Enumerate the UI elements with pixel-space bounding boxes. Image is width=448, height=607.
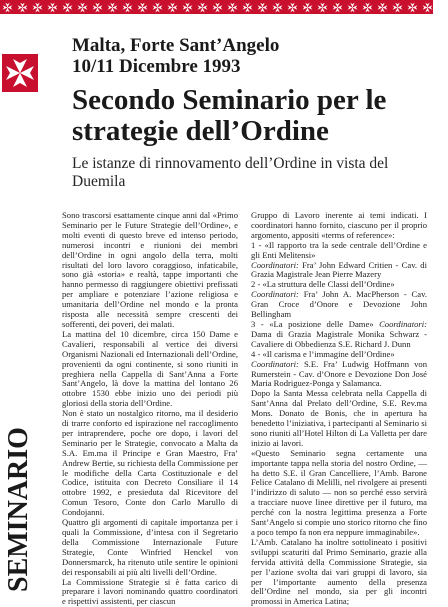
maltese-cross-icon	[257, 2, 268, 13]
maltese-cross-icon	[32, 2, 43, 13]
paragraph: La mattina del 10 dicembre, circa 150 Dame e Cavalieri, responsabili al vertice dei diversi Organismi Nazionali ed Internazionali dell’Ordine, provenienti da ogni continente, si sono riuniti in preghiera nella Cappella di Sant’Anna a Forte Sant’Angelo, là dove la mattina del lontano 26 ottobre 1530 ebbe inizio uno dei periodi più gloriosi della storia dell’Ordine.	[62, 328, 238, 409]
working-group-title: 4 - «Il carisma e l’immagine dell’Ordine»	[251, 348, 395, 359]
working-group-coordinators	[251, 360, 427, 390]
maltese-cross-icon	[362, 2, 373, 13]
cross-pattern-row	[0, 2, 448, 13]
maltese-cross-icon	[197, 2, 208, 13]
coordinator-label: Coordinatori:	[379, 318, 427, 329]
working-group-title	[251, 320, 427, 350]
paragraph: L’Amb. Catalano ha inoltre sottolineato i positivi sviluppi scaturiti dal Primo Seminario, grazie alla fervida attività della Commissione Strategie, sia per l’azione svolta dai vari gruppi di lavoro, sia per l’importante aumento della presenza dell’Ordine nel mondo, sia per gli incontri promossi in America Latina;	[251, 536, 427, 607]
working-group-coordinators	[251, 290, 427, 320]
article-headline	[72, 85, 422, 147]
maltese-cross-icon	[227, 2, 238, 13]
side-section-label: SEMINARIO	[3, 427, 34, 592]
working-group-title: 1 - «Il rapporto tra la sede centrale dell’Ordine e gli Enti Melitensi»	[251, 239, 427, 260]
maltese-cross-icon	[167, 2, 178, 13]
maltese-cross-icon	[182, 2, 193, 13]
coordinator-names: S.E. Fra’ Ludwig Hoffmann von Rumerstein - Cav. d’Onore e Devozione Don José Maria Rodriguez-Ponga y Salamanca.	[251, 358, 427, 389]
paragraph: Sono trascorsi esattamente cinque anni dal «Primo Seminario per le Future Strategie dell’Ordine», e molti eventi di questo breve ed intenso periodo, numerosi incontri e riunioni dei membri dell’Ordine in ogni angolo della terra, molti risultati del loro lavoro coraggioso, infaticabile, sono già «storia» e realtà, tappe importanti che hanno permesso di raggiungere obiettivi prefissati per ampliare e potenziare l’azione religiosa e umanitaria dell’Ordine nel mondo e la pronta risposta alle necessità sempre crescenti dei sofferenti, dei poveri, dei malati.	[62, 210, 238, 329]
maltese-cross-icon	[332, 2, 343, 13]
paragraph: Dopo la Santa Messa celebrata nella Cappella di Sant’Anna dal Prelato dell’Ordine, S.E. Rev.ma Mons. Donato de Bonis, che in apertura ha benedetto l’iniziativa, i partecipanti al Seminario si sono riuniti all’Hotel Hilton di La Valletta per dare inizio ai lavori.	[251, 388, 427, 448]
working-group-coordinators	[251, 261, 427, 281]
maltese-cross-icon	[287, 2, 298, 13]
coordinator-label: Coordinatori:	[251, 358, 299, 369]
article-subheadline: Le istanze di rinnovamento dell’Ordine in vista del Duemila	[72, 155, 389, 190]
coordinator-label: Coordinatori:	[251, 289, 299, 300]
maltese-cross-icon	[122, 2, 133, 13]
paragraph: Quattro gli argomenti di capitale importanza per i quali la Commissione, d’intesa con il Segretario della Commissione Internazionale Future Strategie, Conte Winfried Henckel von Donnersmarck, ha ritenuto utile sentire le opinioni dei responsabili ai più alti livelli dell’Ordine.	[62, 517, 238, 577]
maltese-cross-icon	[17, 2, 28, 13]
coordinator-names: Fra’ John Edward Critien - Cav. di Grazia Magistrale Jean Pierre Mazery	[251, 259, 427, 280]
maltese-cross-icon	[2, 2, 13, 13]
maltese-cross-icon	[47, 2, 58, 13]
maltese-cross-icon	[302, 2, 313, 13]
maltese-cross-icon	[407, 2, 418, 13]
paragraph: Gruppo di Lavoro inerente ai temi indicati. I coordinatori hanno fornito, ciascuno per il proprio argomento, appositi «terms of reference»:	[251, 210, 427, 240]
paragraph: Non è stato un nostalgico ritorno, ma il desiderio di trarre conforto ed ispirazione nel raccoglimento per intraprendere, poche ore dopo, i lavori del Seminario per le Strategie, convocato a Malta da S.A. Em.ma il Principe e Gran Maestro, Fra’ Andrew Bertie, su richiesta della Commissione per le modifiche della Carta Costituzionale e del Codice, istituita con Decreto Consiliare il 14 ottobre 1992, e presieduta dal Ricevitore del Comun Tesoro, Conte don Carlo Marullo di Condojanni.	[62, 408, 238, 518]
maltese-cross-icon	[377, 2, 388, 13]
maltese-cross-icon	[392, 2, 403, 13]
article-column-right	[251, 210, 427, 607]
maltese-cross-icon	[317, 2, 328, 13]
paragraph: «Questo Seminario segna certamente una importante tappa nella storia del nostro Ordine, — ha detto S.E. il Gran Cancelliere, l’Amb. Barone Felice Catalano di Melilli, nel rivolgere ai presenti l’indirizzo di saluto — non so perché esso servirà a tracciare nuove linee direttive per il futuro, ma perché con la nostra legittima presenza a Forte Sant’Angelo si compie uno storico ritorno che fino a poco tempo fa non era neppure immaginabile».	[251, 447, 427, 537]
maltese-cross-icon	[107, 2, 118, 13]
maltese-cross-icon	[212, 2, 223, 13]
dateline-dates: 10/11 Dicembre 1993	[72, 56, 241, 77]
headline-line-1: Secondo Seminario per le	[72, 84, 387, 116]
maltese-cross-icon	[92, 2, 103, 13]
coordinator-names: Fra’ John A. MacPherson - Cav. Gran Croce d’Onore e Devozione John Bellingham	[251, 289, 427, 320]
dateline	[72, 35, 412, 77]
coordinator-label: Coordinatori:	[251, 259, 299, 270]
working-group-title: 2 - «La struttura delle Classi dell’Ordine»	[251, 279, 395, 290]
maltese-cross-icon	[137, 2, 148, 13]
maltese-cross-icon	[242, 2, 253, 13]
maltese-cross-icon	[422, 2, 433, 13]
maltese-cross-icon	[347, 2, 358, 13]
top-cross-band	[0, 0, 433, 14]
maltese-cross-icon	[437, 2, 448, 13]
article-column-left	[62, 210, 238, 607]
maltese-cross-icon	[62, 2, 73, 13]
group-title-text: 3 - «La posizione delle Dame»	[251, 318, 374, 329]
coordinator-names: Dama di Grazia Magistrale Monika Schwarz - Cavaliere di Obbedienza S.E. Richard J. Dunn	[251, 328, 427, 349]
paragraph: La Commissione Strategie si è fatta carico di preparare i lavori nominando quattro coordinatori e rispettivi assistenti, per ciascun	[62, 576, 238, 607]
maltese-cross-icon	[272, 2, 283, 13]
maltese-cross-icon	[77, 2, 88, 13]
dateline-place: Malta, Forte Sant’Angelo	[72, 35, 280, 56]
headline-line-2: strategie dell’Ordine	[72, 115, 329, 147]
maltese-cross-icon	[152, 2, 163, 13]
maltese-cross-badge-icon	[2, 54, 38, 92]
